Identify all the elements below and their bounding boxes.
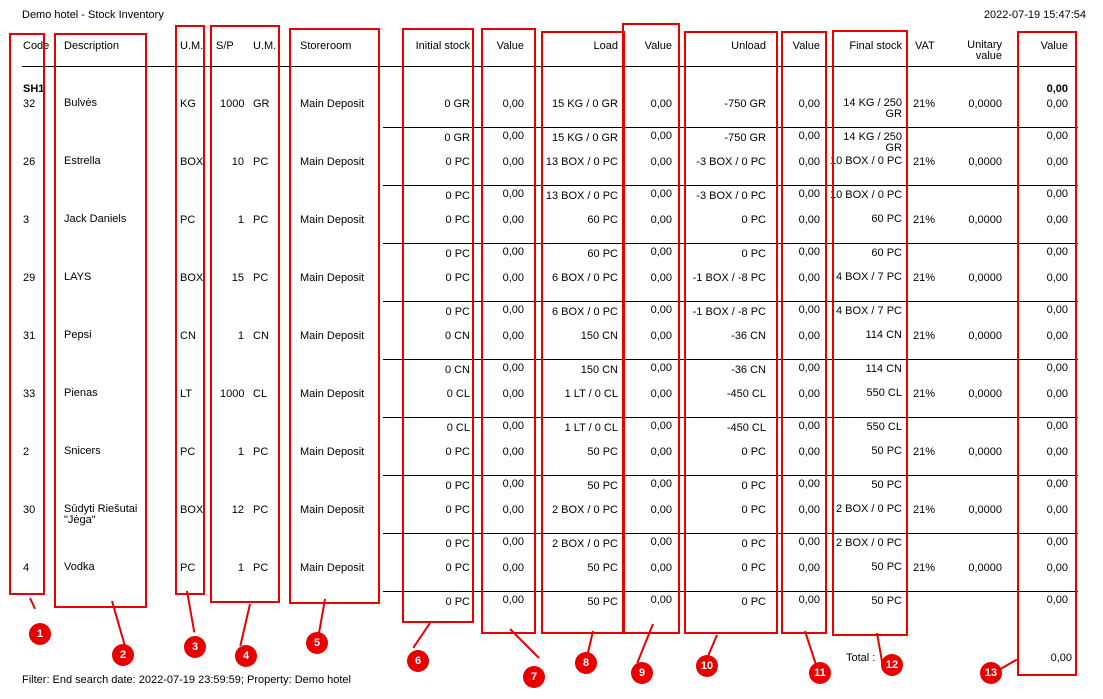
- cell-um: LT: [180, 388, 193, 400]
- col-header-final-stock: Final stock: [849, 40, 902, 52]
- col-header-value-1: Value: [496, 40, 524, 52]
- cell-value-3: 0,00: [798, 330, 820, 342]
- subtotal-load: 13 BOX / 0 PC: [545, 190, 618, 202]
- cell-code: 30: [23, 504, 36, 516]
- subtotal-value-4: 0,00: [1046, 478, 1068, 490]
- cell-vat: 21%: [913, 272, 936, 284]
- subtotal-unload: -750 GR: [724, 132, 766, 144]
- annotation-badge-10: 10: [696, 655, 718, 677]
- col-header-sp: S/P: [216, 40, 234, 52]
- subtotal-value-4: 0,00: [1046, 188, 1068, 200]
- cell-um: KG: [180, 98, 196, 110]
- subtotal-value-1: 0,00: [502, 478, 524, 490]
- subtotal-value-2: 0,00: [650, 362, 672, 374]
- cell-value-2: 0,00: [650, 156, 672, 168]
- cell-unitary-value: 0,0000: [968, 214, 1002, 226]
- cell-um2: CN: [253, 330, 269, 342]
- cell-um: CN: [180, 330, 196, 342]
- cell-um: PC: [180, 562, 196, 574]
- annotation-box-unload: [684, 31, 778, 634]
- cell-um2: PC: [253, 214, 269, 226]
- annotation-badge-13: 13: [980, 662, 1002, 684]
- cell-vat: 21%: [913, 388, 936, 400]
- subtotal-initial-stock: 0 PC: [445, 190, 470, 202]
- annotation-badge-5: 5: [306, 632, 328, 654]
- cell-value-4: 0,00: [1046, 214, 1068, 226]
- cell-load: 60 PC: [587, 214, 618, 226]
- col-header-unload: Unload: [731, 40, 766, 52]
- cell-um: BOX: [180, 156, 204, 168]
- cell-um: PC: [180, 214, 196, 226]
- cell-load: 150 CN: [580, 330, 618, 342]
- cell-um2: PC: [253, 446, 269, 458]
- subtotal-value-2: 0,00: [650, 188, 672, 200]
- cell-initial-stock: 0 GR: [444, 98, 470, 110]
- cell-sp: 1000: [220, 388, 245, 400]
- cell-code: 2: [23, 446, 30, 458]
- subtotal-load: 50 PC: [587, 480, 618, 492]
- cell-storeroom: Main Deposit: [300, 446, 365, 458]
- cell-unitary-value: 0,0000: [968, 388, 1002, 400]
- cell-code: 4: [23, 562, 30, 574]
- subtotal-load: 1 LT / 0 CL: [564, 422, 618, 434]
- subtotal-value-3: 0,00: [798, 594, 820, 606]
- subtotal-value-1: 0,00: [502, 536, 524, 548]
- cell-value-3: 0,00: [798, 388, 820, 400]
- cell-unitary-value: 0,0000: [968, 272, 1002, 284]
- cell-unload: -450 CL: [726, 388, 766, 400]
- col-header-vat: VAT: [915, 40, 935, 52]
- cell-final-stock: 4 BOX / 7 PC: [835, 271, 902, 283]
- cell-initial-stock: 0 PC: [445, 156, 470, 168]
- subtotal-value-2: 0,00: [650, 478, 672, 490]
- annotation-arrow-4: [239, 604, 251, 646]
- cell-description: Bulvės: [64, 97, 98, 109]
- subtotal-value-3: 0,00: [798, 420, 820, 432]
- subtotal-unload: -1 BOX / -8 PC: [692, 306, 766, 318]
- cell-initial-stock: 0 CL: [446, 388, 470, 400]
- cell-load: 1 LT / 0 CL: [564, 388, 618, 400]
- annotation-badge-2: 2: [112, 644, 134, 666]
- filter-footer: Filter: End search date: 2022-07-19 23:59:59; Property: Demo hotel: [22, 674, 351, 686]
- annotation-badge-7: 7: [523, 666, 545, 688]
- cell-unload: -1 BOX / -8 PC: [692, 272, 766, 284]
- cell-value-4: 0,00: [1046, 330, 1068, 342]
- subtotal-initial-stock: 0 PC: [445, 596, 470, 608]
- subtotal-value-1: 0,00: [502, 362, 524, 374]
- cell-um2: PC: [253, 156, 269, 168]
- cell-final-stock: 50 PC: [871, 561, 902, 573]
- subtotal-value-1: 0,00: [502, 130, 524, 142]
- cell-value-1: 0,00: [502, 214, 524, 226]
- group-value: 0,00: [1046, 83, 1068, 95]
- col-header-description: Description: [64, 40, 120, 52]
- cell-value-2: 0,00: [650, 446, 672, 458]
- cell-value-4: 0,00: [1046, 98, 1068, 110]
- subtotal-final-stock: 2 BOX / 0 PC: [835, 537, 902, 549]
- subtotal-final-stock: 14 KG / 250 GR: [843, 131, 902, 154]
- annotation-box-value-2: [622, 23, 680, 634]
- cell-code: 26: [23, 156, 36, 168]
- cell-unitary-value: 0,0000: [968, 156, 1002, 168]
- annotation-box-load: [541, 31, 625, 634]
- subtotal-initial-stock: 0 PC: [445, 480, 470, 492]
- subtotal-final-stock: 50 PC: [871, 479, 902, 491]
- cell-value-3: 0,00: [798, 504, 820, 516]
- subtotal-value-1: 0,00: [502, 246, 524, 258]
- annotation-box-initial-stock: [402, 28, 474, 623]
- cell-value-2: 0,00: [650, 98, 672, 110]
- subtotal-value-2: 0,00: [650, 130, 672, 142]
- col-header-storeroom: Storeroom: [300, 40, 352, 52]
- cell-storeroom: Main Deposit: [300, 214, 365, 226]
- cell-value-2: 0,00: [650, 504, 672, 516]
- subtotal-initial-stock: 0 GR: [444, 132, 470, 144]
- subtotal-unload: 0 PC: [741, 480, 766, 492]
- subtotal-load: 2 BOX / 0 PC: [551, 538, 618, 550]
- subtotal-value-3: 0,00: [798, 188, 820, 200]
- subtotal-load: 15 KG / 0 GR: [551, 132, 618, 144]
- cell-value-1: 0,00: [502, 272, 524, 284]
- subtotal-value-1: 0,00: [502, 594, 524, 606]
- cell-unload: -36 CN: [731, 330, 766, 342]
- subtotal-final-stock: 114 CN: [865, 363, 902, 375]
- cell-description: Snicers: [64, 445, 101, 457]
- subtotal-value-4: 0,00: [1046, 536, 1068, 548]
- cell-value-3: 0,00: [798, 98, 820, 110]
- col-header-initial-stock: Initial stock: [415, 40, 470, 52]
- cell-code: 29: [23, 272, 36, 284]
- annotation-badge-11: 11: [809, 662, 831, 684]
- cell-value-1: 0,00: [502, 330, 524, 342]
- subtotal-value-3: 0,00: [798, 536, 820, 548]
- annotation-box-code: [9, 33, 45, 595]
- subtotal-value-3: 0,00: [798, 130, 820, 142]
- annotation-box-value-3: [781, 31, 827, 634]
- cell-final-stock: 550 CL: [866, 387, 902, 399]
- cell-description: Pienas: [64, 387, 98, 399]
- cell-value-3: 0,00: [798, 156, 820, 168]
- cell-load: 6 BOX / 0 PC: [551, 272, 618, 284]
- annotation-badge-12: 12: [881, 654, 903, 676]
- total-label: Total :: [846, 652, 876, 664]
- cell-initial-stock: 0 CN: [444, 330, 470, 342]
- col-header-value-3: Value: [792, 40, 820, 52]
- subtotal-load: 50 PC: [587, 596, 618, 608]
- subtotal-load: 6 BOX / 0 PC: [551, 306, 618, 318]
- subtotal-value-2: 0,00: [650, 246, 672, 258]
- subtotal-value-1: 0,00: [502, 304, 524, 316]
- cell-load: 15 KG / 0 GR: [551, 98, 618, 110]
- annotation-arrow-1: [29, 598, 36, 610]
- cell-unload: 0 PC: [741, 446, 766, 458]
- subtotal-load: 60 PC: [587, 248, 618, 260]
- cell-initial-stock: 0 PC: [445, 504, 470, 516]
- subtotal-unload: -3 BOX / 0 PC: [696, 190, 766, 202]
- cell-vat: 21%: [913, 98, 936, 110]
- cell-sp: 10: [231, 156, 244, 168]
- annotation-box-description: [54, 33, 147, 608]
- cell-um: BOX: [180, 272, 204, 284]
- cell-unitary-value: 0,0000: [968, 330, 1002, 342]
- subtotal-final-stock: 10 BOX / 0 PC: [830, 189, 903, 201]
- cell-description: Vodka: [64, 561, 95, 573]
- annotation-arrow-5: [318, 599, 326, 635]
- cell-value-4: 0,00: [1046, 156, 1068, 168]
- subtotal-initial-stock: 0 PC: [445, 306, 470, 318]
- cell-storeroom: Main Deposit: [300, 272, 365, 284]
- cell-value-1: 0,00: [502, 446, 524, 458]
- subtotal-value-3: 0,00: [798, 478, 820, 490]
- subtotal-value-1: 0,00: [502, 188, 524, 200]
- subtotal-unload: -36 CN: [731, 364, 766, 376]
- cell-code: 3: [23, 214, 30, 226]
- cell-unload: 0 PC: [741, 562, 766, 574]
- cell-sp: 1000: [220, 98, 245, 110]
- cell-um2: CL: [253, 388, 268, 400]
- cell-vat: 21%: [913, 562, 936, 574]
- annotation-badge-8: 8: [575, 652, 597, 674]
- annotation-box-value-4: [1017, 31, 1077, 676]
- subtotal-final-stock: 50 PC: [871, 595, 902, 607]
- total-value: 0,00: [1050, 652, 1072, 664]
- annotation-arrow-11: [804, 631, 817, 666]
- subtotal-value-3: 0,00: [798, 362, 820, 374]
- annotation-badge-9: 9: [631, 662, 653, 684]
- cell-load: 50 PC: [587, 562, 618, 574]
- col-header-load: Load: [593, 40, 618, 52]
- cell-um2: PC: [253, 272, 269, 284]
- cell-description: Estrella: [64, 155, 101, 167]
- subtotal-unload: 0 PC: [741, 248, 766, 260]
- col-header-unitary-value: Unitary value: [967, 39, 1002, 62]
- cell-sp: 1: [237, 214, 244, 226]
- cell-value-1: 0,00: [502, 98, 524, 110]
- cell-unitary-value: 0,0000: [968, 562, 1002, 574]
- annotation-box-value-1: [481, 28, 536, 634]
- subtotal-unload: -450 CL: [726, 422, 766, 434]
- cell-unload: 0 PC: [741, 214, 766, 226]
- cell-vat: 21%: [913, 330, 936, 342]
- subtotal-value-4: 0,00: [1046, 362, 1068, 374]
- cell-value-3: 0,00: [798, 446, 820, 458]
- cell-value-1: 0,00: [502, 562, 524, 574]
- subtotal-value-2: 0,00: [650, 594, 672, 606]
- annotation-box-storeroom: [289, 28, 380, 604]
- annotation-badge-4: 4: [235, 645, 257, 667]
- cell-unload: -3 BOX / 0 PC: [696, 156, 766, 168]
- cell-code: 31: [23, 330, 36, 342]
- cell-unitary-value: 0,0000: [968, 504, 1002, 516]
- subtotal-initial-stock: 0 CN: [444, 364, 470, 376]
- subtotal-value-2: 0,00: [650, 536, 672, 548]
- annotation-badge-3: 3: [184, 636, 206, 658]
- cell-final-stock: 50 PC: [871, 445, 902, 457]
- cell-value-2: 0,00: [650, 214, 672, 226]
- cell-storeroom: Main Deposit: [300, 98, 365, 110]
- cell-value-1: 0,00: [502, 156, 524, 168]
- cell-sp: 12: [231, 504, 244, 516]
- cell-final-stock: 60 PC: [871, 213, 902, 225]
- cell-value-4: 0,00: [1046, 504, 1068, 516]
- col-header-um2: U.M.: [253, 40, 277, 52]
- cell-final-stock: 114 CN: [865, 329, 902, 341]
- cell-storeroom: Main Deposit: [300, 504, 365, 516]
- cell-code: 32: [23, 98, 36, 110]
- subtotal-final-stock: 4 BOX / 7 PC: [835, 305, 902, 317]
- cell-value-1: 0,00: [502, 504, 524, 516]
- cell-unitary-value: 0,0000: [968, 98, 1002, 110]
- cell-um: PC: [180, 446, 196, 458]
- cell-sp: 1: [237, 446, 244, 458]
- subtotal-value-4: 0,00: [1046, 304, 1068, 316]
- cell-code: 33: [23, 388, 36, 400]
- subtotal-initial-stock: 0 PC: [445, 538, 470, 550]
- cell-value-4: 0,00: [1046, 562, 1068, 574]
- cell-final-stock: 14 KG / 250 GR: [843, 97, 902, 120]
- subtotal-unload: 0 PC: [741, 538, 766, 550]
- cell-storeroom: Main Deposit: [300, 330, 365, 342]
- col-header-code: Code: [23, 40, 50, 52]
- subtotal-value-4: 0,00: [1046, 420, 1068, 432]
- report-title: Demo hotel - Stock Inventory: [22, 9, 164, 21]
- cell-sp: 1: [237, 562, 244, 574]
- cell-value-1: 0,00: [502, 388, 524, 400]
- cell-vat: 21%: [913, 214, 936, 226]
- col-header-value-2: Value: [644, 40, 672, 52]
- group-code: SH1: [23, 83, 45, 95]
- annotation-arrow-6: [412, 622, 430, 648]
- cell-final-stock: 10 BOX / 0 PC: [830, 155, 903, 167]
- cell-value-3: 0,00: [798, 272, 820, 284]
- annotation-box-sp-um: [210, 25, 280, 603]
- cell-storeroom: Main Deposit: [300, 388, 365, 400]
- subtotal-value-4: 0,00: [1046, 246, 1068, 258]
- cell-final-stock: 2 BOX / 0 PC: [835, 503, 902, 515]
- cell-vat: 21%: [913, 156, 936, 168]
- col-header-um: U.M.: [180, 40, 204, 52]
- cell-value-4: 0,00: [1046, 446, 1068, 458]
- subtotal-value-3: 0,00: [798, 246, 820, 258]
- cell-vat: 21%: [913, 446, 936, 458]
- subtotal-value-2: 0,00: [650, 420, 672, 432]
- cell-value-2: 0,00: [650, 562, 672, 574]
- cell-initial-stock: 0 PC: [445, 214, 470, 226]
- annotation-arrow-3: [186, 591, 195, 633]
- subtotal-unload: 0 PC: [741, 596, 766, 608]
- subtotal-value-4: 0,00: [1046, 594, 1068, 606]
- cell-description: Jack Daniels: [64, 213, 127, 225]
- cell-value-4: 0,00: [1046, 272, 1068, 284]
- cell-value-2: 0,00: [650, 388, 672, 400]
- cell-value-3: 0,00: [798, 562, 820, 574]
- subtotal-load: 150 CN: [580, 364, 618, 376]
- col-header-value-4: Value: [1040, 40, 1068, 52]
- subtotal-initial-stock: 0 CL: [446, 422, 470, 434]
- cell-value-4: 0,00: [1046, 388, 1068, 400]
- subtotal-value-1: 0,00: [502, 420, 524, 432]
- cell-load: 50 PC: [587, 446, 618, 458]
- annotation-badge-6: 6: [407, 650, 429, 672]
- cell-storeroom: Main Deposit: [300, 562, 365, 574]
- cell-value-2: 0,00: [650, 330, 672, 342]
- annotation-badge-1: 1: [29, 623, 51, 645]
- cell-um2: PC: [253, 504, 269, 516]
- cell-um2: PC: [253, 562, 269, 574]
- cell-unitary-value: 0,0000: [968, 446, 1002, 458]
- subtotal-value-3: 0,00: [798, 304, 820, 316]
- cell-description: Sūdyti Riešutai "Jėga": [64, 503, 138, 526]
- cell-unload: -750 GR: [724, 98, 766, 110]
- cell-um2: GR: [253, 98, 270, 110]
- annotation-box-um: [175, 25, 205, 595]
- subtotal-initial-stock: 0 PC: [445, 248, 470, 260]
- cell-load: 2 BOX / 0 PC: [551, 504, 618, 516]
- cell-sp: 1: [237, 330, 244, 342]
- annotation-box-final-stock: [832, 30, 908, 636]
- subtotal-value-4: 0,00: [1046, 130, 1068, 142]
- cell-initial-stock: 0 PC: [445, 272, 470, 284]
- cell-sp: 15: [231, 272, 244, 284]
- cell-value-2: 0,00: [650, 272, 672, 284]
- cell-load: 13 BOX / 0 PC: [545, 156, 618, 168]
- cell-vat: 21%: [913, 504, 936, 516]
- cell-description: LAYS: [64, 271, 92, 283]
- cell-um: BOX: [180, 504, 204, 516]
- cell-description: Pepsi: [64, 329, 92, 341]
- cell-unload: 0 PC: [741, 504, 766, 516]
- cell-storeroom: Main Deposit: [300, 156, 365, 168]
- subtotal-final-stock: 550 CL: [866, 421, 902, 433]
- cell-initial-stock: 0 PC: [445, 562, 470, 574]
- cell-initial-stock: 0 PC: [445, 446, 470, 458]
- cell-value-3: 0,00: [798, 214, 820, 226]
- report-timestamp: 2022-07-19 15:47:54: [983, 9, 1086, 21]
- subtotal-final-stock: 60 PC: [871, 247, 902, 259]
- subtotal-value-2: 0,00: [650, 304, 672, 316]
